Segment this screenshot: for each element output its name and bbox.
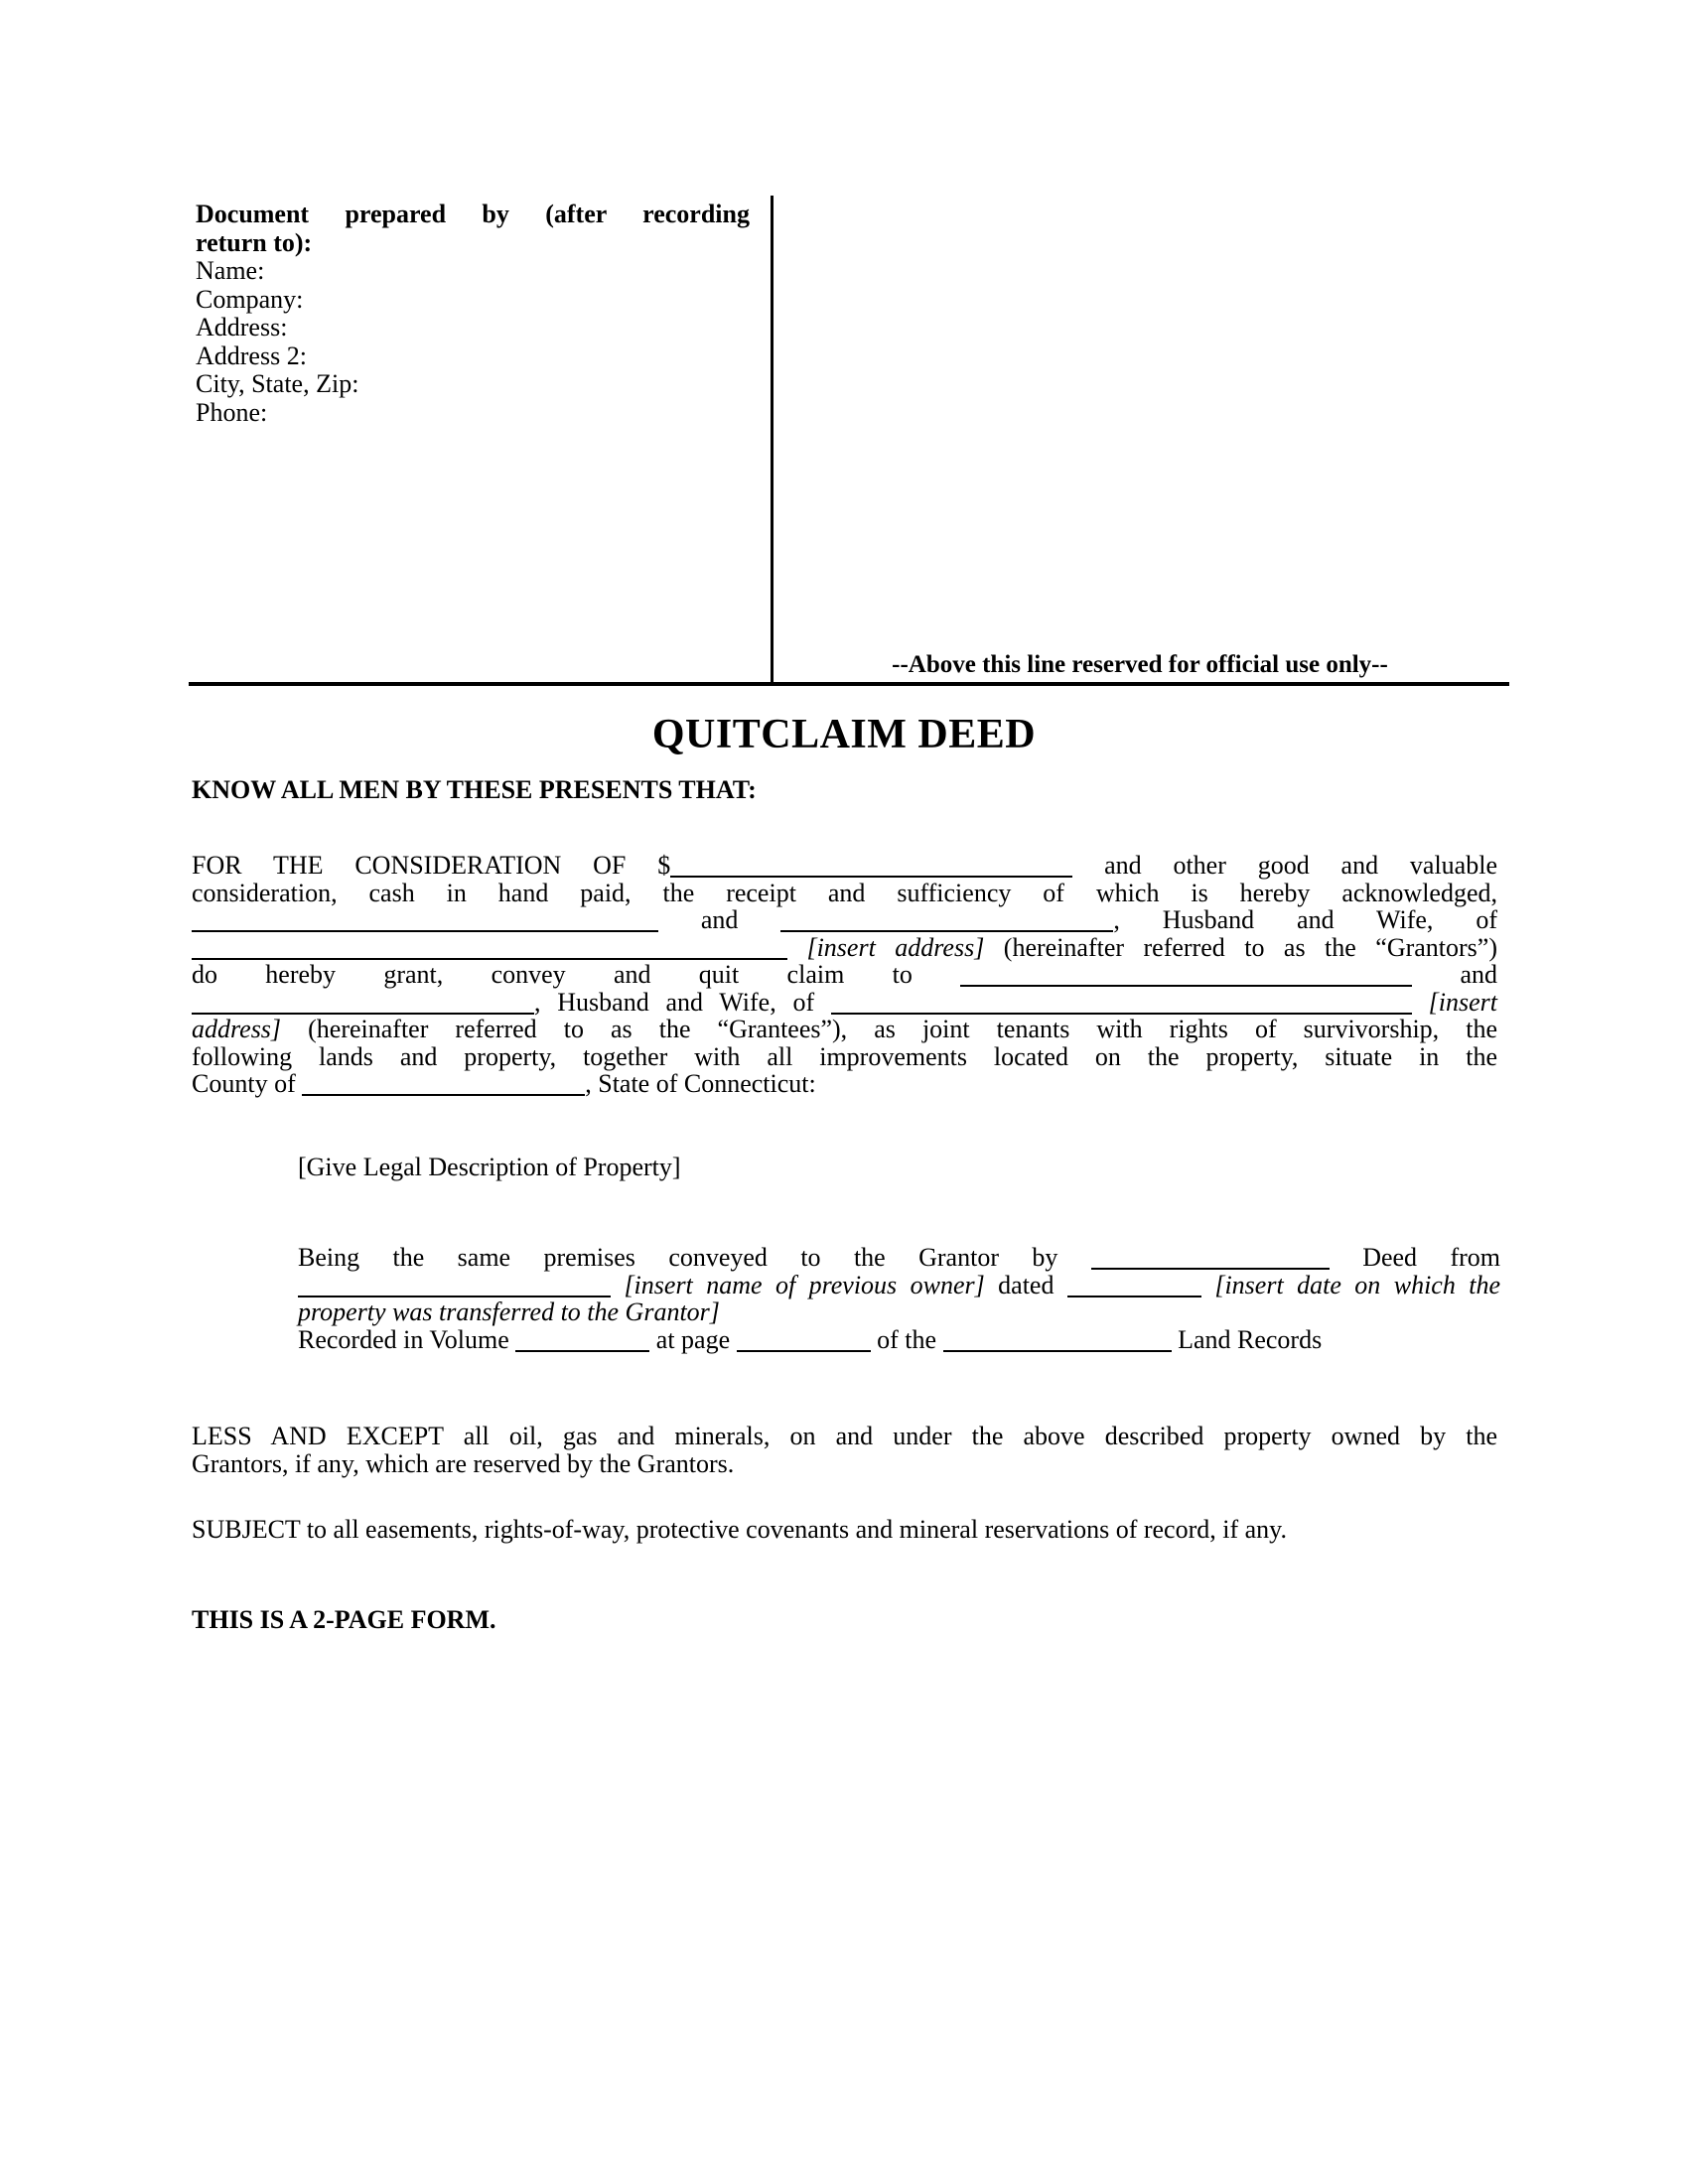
official-use-note: --Above this line reserved for official use only--: [892, 651, 1388, 678]
return-field-label: Phone:: [196, 397, 268, 427]
text-line: [298, 1298, 1500, 1326]
text-line: [192, 1016, 1497, 1043]
return-field-label: Name:: [196, 256, 265, 285]
text-segment: (hereinafter referred to as the “Grantors”): [984, 932, 1497, 962]
text-segment: , State of Connecticut:: [585, 1069, 816, 1098]
text-segment: Grantors, if any, which are reserved by the Grantors.: [192, 1448, 735, 1478]
blank-field: [943, 1348, 1172, 1352]
text-line: [192, 934, 1497, 962]
text-segment: LESS AND EXCEPT all oil, gas and minerals, on and under the above described property owned by the: [192, 1422, 1497, 1450]
vertical-divider-line: [771, 196, 774, 682]
text-segment: [787, 933, 806, 962]
page-count-note: THIS IS A 2-PAGE FORM.: [192, 1605, 496, 1634]
blank-field: [192, 928, 658, 932]
return-field-list: [196, 257, 750, 427]
insert-hint: [insert date on which the: [1214, 1270, 1501, 1299]
blank-field: [831, 1011, 1412, 1015]
text-line: [192, 961, 1497, 989]
blank-field: [1067, 1294, 1201, 1297]
prepared-by-heading-line1: Document prepared by (after recording: [196, 200, 750, 228]
blank-field: [192, 1011, 534, 1015]
legal-description-placeholder: [Give Legal Description of Property]: [298, 1153, 681, 1181]
text-segment: , Husband and Wife, of: [534, 987, 831, 1017]
prepared-by-heading-line2: return to):: [196, 227, 313, 257]
text-segment: at page: [649, 1324, 737, 1354]
text-segment: , Husband and Wife, of: [1113, 905, 1497, 934]
insert-hint: [insert address]: [806, 932, 985, 962]
text-line: [192, 1423, 1497, 1450]
text-segment: and: [1412, 960, 1498, 989]
text-segment: [1201, 1271, 1214, 1299]
subject-paragraph: SUBJECT to all easements, rights-of-way, protective covenants and mineral reservations of record, if any.: [192, 1515, 1287, 1544]
insert-hint: [insert: [1428, 987, 1497, 1017]
blank-field: [192, 956, 787, 960]
return-field-label: Address:: [196, 313, 288, 341]
text-segment: [1412, 988, 1429, 1017]
text-line: [298, 1272, 1500, 1299]
blank-field: [780, 928, 1113, 932]
text-segment: [611, 1271, 624, 1299]
text-line: [298, 1244, 1500, 1272]
blank-field: [1091, 1266, 1330, 1270]
less-and-except-paragraph: [192, 1423, 1497, 1477]
premises-paragraph: [298, 1244, 1500, 1353]
return-field-label: City, State, Zip:: [196, 369, 359, 398]
insert-hint: [insert name of previous owner]: [624, 1270, 985, 1299]
horizontal-rule: [189, 682, 1509, 686]
text-segment: and: [658, 905, 781, 934]
return-field-label: Address 2:: [196, 341, 307, 370]
text-line: [192, 906, 1497, 934]
return-address-block: [196, 201, 750, 427]
text-line: [192, 1070, 1497, 1098]
text-line: [192, 1043, 1497, 1071]
text-line: [192, 880, 1497, 907]
text-segment: Deed from: [1329, 1243, 1500, 1272]
text-segment: of the: [870, 1324, 943, 1354]
consideration-paragraph: [192, 852, 1497, 1098]
blank-field: [515, 1348, 649, 1352]
text-segment: FOR THE CONSIDERATION OF $: [192, 851, 671, 880]
opening-statement: KNOW ALL MEN BY THESE PRESENTS THAT:: [192, 775, 757, 804]
text-segment: consideration, cash in hand paid, the receipt and sufficiency of which is hereby acknowledged,: [192, 878, 1497, 907]
text-segment: following lands and property, together with all improvements located on the property, situate in the: [192, 1041, 1497, 1071]
text-segment: do hereby grant, convey and quit claim to: [192, 960, 961, 989]
text-segment: (hereinafter referred to as the “Grantees”), as joint tenants with rights of survivorship, the: [281, 1015, 1497, 1043]
blank-field: [298, 1294, 611, 1297]
blank-field: [737, 1348, 871, 1352]
text-segment: Land Records: [1171, 1324, 1323, 1354]
text-line: [192, 1450, 1497, 1478]
text-segment: and other good and valuable: [1072, 851, 1497, 880]
text-segment: dated: [984, 1270, 1067, 1299]
return-field-label: Company:: [196, 284, 304, 314]
insert-hint: address]: [192, 1015, 282, 1043]
text-line: [192, 989, 1497, 1017]
blank-field: [670, 874, 1072, 878]
blank-field: [302, 1092, 585, 1096]
text-segment: Being the same premises conveyed to the Grantor by: [298, 1243, 1091, 1272]
text-line: [298, 1326, 1500, 1354]
text-segment: Recorded in Volume: [298, 1324, 516, 1354]
blank-field: [960, 983, 1412, 987]
document-title: QUITCLAIM DEED: [651, 712, 1037, 757]
text-segment: County of: [192, 1069, 303, 1098]
text-line: [192, 852, 1497, 880]
insert-hint: property was transferred to the Grantor]: [298, 1297, 720, 1326]
